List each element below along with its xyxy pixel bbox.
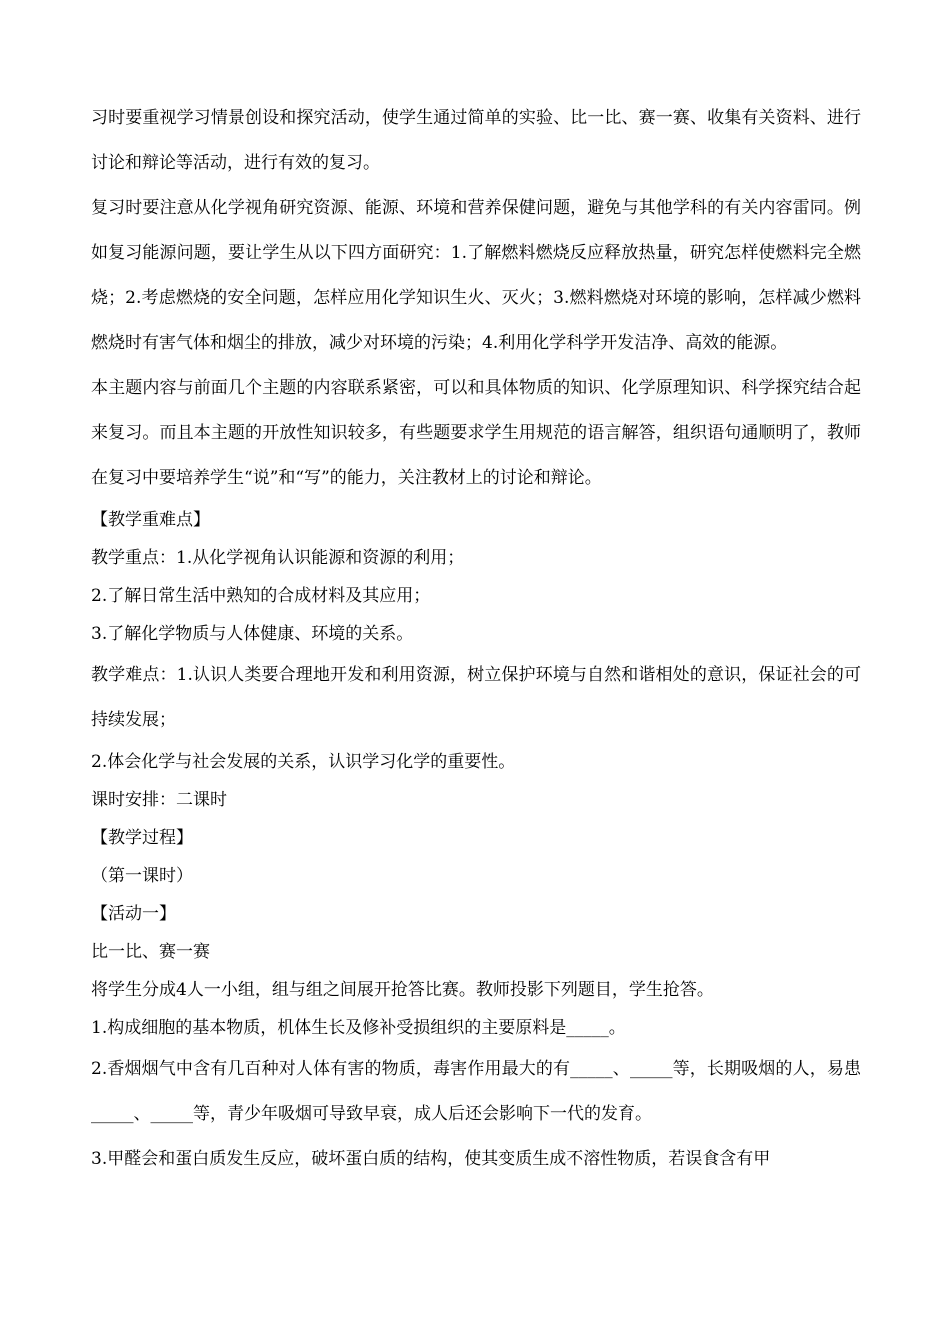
- question-2: 2.香烟烟气中含有几百种对人体有害的物质，毒害作用最大的有_____、_____等，长期吸烟的人，易患_____、_____等，青少年吸烟可导致早衰，成人后还会影响下一代的发育。: [91, 1059, 861, 1124]
- paragraph-key-point-3: 3.了解化学物质与人体健康、环境的关系。: [91, 624, 414, 644]
- paragraph-key-point-1: 教学重点：1.从化学视角认识能源和资源的利用；: [91, 548, 465, 568]
- question-1: 1.构成细胞的基本物质，机体生长及修补受损组织的主要原料是_____。: [91, 1018, 626, 1038]
- section-heading-key-points: 【教学重难点】: [91, 510, 210, 530]
- paragraph-difficulty-2: 2.体会化学与社会发展的关系，认识学习化学的重要性。: [91, 752, 516, 772]
- document-body: [91, 96, 861, 1182]
- paragraph-schedule: 课时安排：二课时: [91, 790, 227, 810]
- paragraph-difficulty-1: 教学难点：1.认识人类要合理地开发和利用资源，树立保护环境与自然和谐相处的意识，保证社会的可持续发展；: [91, 665, 861, 730]
- section-heading-process: 【教学过程】: [91, 828, 193, 848]
- paragraph-first-lesson: （第一课时）: [91, 866, 193, 886]
- paragraph-key-point-2: 2.了解日常生活中熟知的合成材料及其应用；: [91, 586, 431, 606]
- section-heading-activity-1: 【活动一】: [91, 904, 176, 924]
- paragraph-activity-title: 比一比、赛一赛: [91, 942, 210, 962]
- paragraph-review-activities: 习时要重视学习情景创设和探究活动，使学生通过简单的实验、比一比、赛一赛、收集有关资料、进行讨论和辩论等活动，进行有效的复习。: [91, 108, 861, 173]
- paragraph-review-focus: 复习时要注意从化学视角研究资源、能源、环境和营养保健问题，避免与其他学科的有关内容雷同。例如复习能源问题，要让学生从以下四方面研究：1.了解燃料燃烧反应释放热量，研究怎样使燃料完全燃烧；2.考虑燃烧的安全问题，怎样应用化学知识生火、灭火；3.燃料燃烧对环境的影响，怎样减少燃料燃烧时有害气体和烟尘的排放，减少对环境的污染；4.利用化学科学开发洁净、高效的能源。: [91, 198, 861, 353]
- question-3: 3.甲醛会和蛋白质发生反应，破坏蛋白质的结构，使其变质生成不溶性物质，若误食含有甲: [91, 1149, 771, 1169]
- paragraph-activity-instructions: 将学生分成4人一小组，组与组之间展开抢答比赛。教师投影下列题目，学生抢答。: [91, 980, 714, 1000]
- paragraph-topic-connections: 本主题内容与前面几个主题的内容联系紧密，可以和具体物质的知识、化学原理知识、科学探究结合起来复习。而且本主题的开放性知识较多，有些题要求学生用规范的语言解答，组织语句通顺明了，教师在复习中要培养学生“说”和“写”的能力，关注教材上的讨论和辩论。: [91, 378, 861, 488]
